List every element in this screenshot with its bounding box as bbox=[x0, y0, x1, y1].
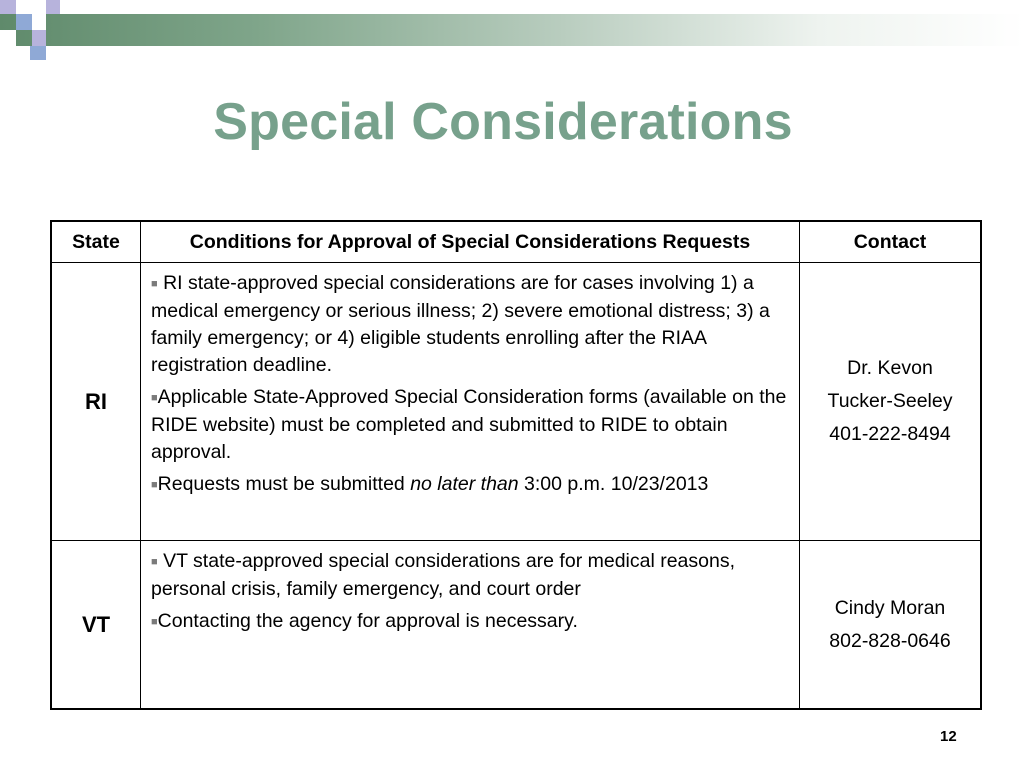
bullet-text: Applicable State-Approved Special Consideration forms (available on the RIDE website) must be completed and submitted to RIDE to obtain approval. bbox=[151, 386, 787, 463]
bullet-text: RI state-approved special considerations are for cases involving 1) a medical emergency or serious illness; 2) severe emotional distress; 3) a family emergency; or 4) eligible students enrolling after the RIAA registration deadline. bbox=[151, 272, 770, 376]
decor-square-5 bbox=[0, 30, 16, 46]
contact-cell-vt bbox=[800, 541, 982, 710]
list-item bbox=[151, 608, 791, 636]
square-bullet-icon: ■ bbox=[151, 479, 158, 491]
contact-phone: 802-828-0646 bbox=[829, 629, 951, 652]
decor-square-6 bbox=[32, 30, 46, 46]
decor-square-3 bbox=[16, 14, 32, 30]
slide-title: Special Considerations bbox=[213, 93, 793, 151]
table-row-ri bbox=[51, 263, 981, 541]
decor-square-4 bbox=[32, 14, 46, 30]
square-bullet-icon: ■ bbox=[151, 392, 158, 404]
list-item bbox=[151, 270, 791, 379]
contact-name-line-1: Dr. Kevon bbox=[847, 357, 933, 379]
state-cell-ri: RI bbox=[51, 263, 141, 541]
contact-name-line-2: Tucker-Seeley bbox=[827, 390, 953, 412]
bullet-text-italic: no later than bbox=[410, 473, 519, 495]
page-number: 12 bbox=[940, 728, 957, 745]
conditions-cell-ri bbox=[141, 263, 800, 541]
list-item bbox=[151, 548, 791, 603]
state-cell-vt: VT bbox=[51, 541, 141, 710]
conditions-cell-vt bbox=[141, 541, 800, 710]
bullet-text: Requests must be submitted bbox=[157, 473, 411, 495]
list-item bbox=[151, 384, 791, 466]
decor-square-2 bbox=[16, 0, 32, 14]
header-state: State bbox=[51, 221, 141, 263]
contact-name: Cindy Moran bbox=[834, 596, 946, 619]
decor-square-8 bbox=[46, 0, 60, 14]
special-considerations-table bbox=[50, 220, 982, 710]
decor-square-7 bbox=[30, 46, 46, 60]
header-contact: Contact bbox=[800, 221, 982, 263]
bullet-text: VT state-approved special considerations are for medical reasons, personal crisis, family emergency, and court order bbox=[151, 550, 736, 600]
square-bullet-icon: ■ bbox=[151, 616, 158, 628]
contact-cell-ri bbox=[800, 263, 982, 541]
table-header-row bbox=[51, 221, 981, 263]
bullet-text-after: 3:00 p.m. 10/23/2013 bbox=[518, 473, 709, 495]
bullet-text: Contacting the agency for approval is necessary. bbox=[157, 610, 578, 632]
square-bullet-icon: ■ bbox=[151, 556, 158, 568]
table-row-vt bbox=[51, 541, 981, 710]
decor-square-1 bbox=[0, 0, 16, 14]
list-item bbox=[151, 471, 791, 499]
header-decor-band bbox=[0, 14, 1024, 46]
header-conditions: Conditions for Approval of Special Considerations Requests bbox=[141, 221, 800, 263]
contact-phone: 401-222-8494 bbox=[829, 423, 951, 445]
square-bullet-icon: ■ bbox=[151, 278, 158, 290]
